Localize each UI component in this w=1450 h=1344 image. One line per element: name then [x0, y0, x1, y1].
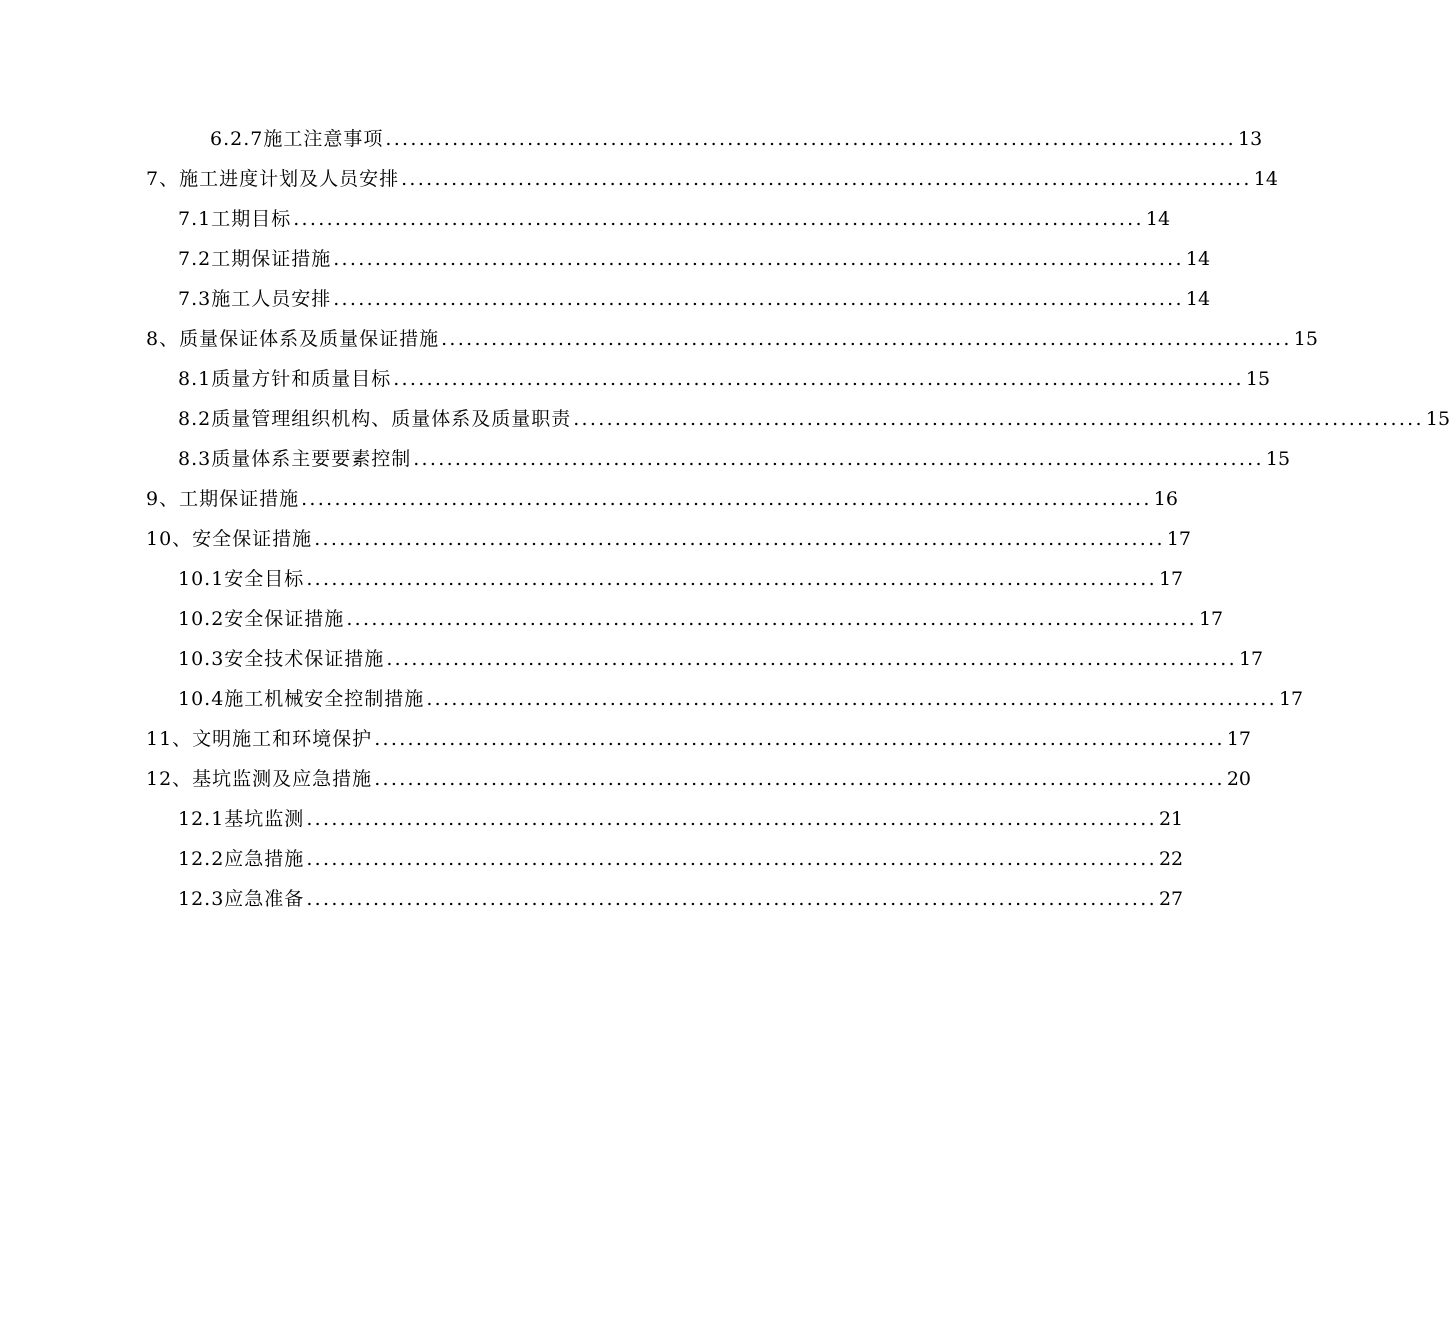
toc-entry[interactable] — [0, 639, 1264, 679]
toc-entry-page-number: 14 — [1145, 208, 1171, 230]
toc-entry-page-number: 17 — [1166, 528, 1192, 550]
toc-entry[interactable] — [0, 759, 1252, 799]
toc-entry[interactable] — [0, 239, 1211, 279]
toc-entry-page-number: 17 — [1278, 688, 1304, 710]
toc-dot-leader: ...................................................................................................... — [413, 448, 1264, 470]
toc-entry[interactable] — [0, 359, 1271, 399]
toc-entry-title: 8.3质量体系主要要素控制 — [178, 448, 412, 470]
toc-entry[interactable] — [0, 799, 1184, 839]
toc-entry-title: 11、文明施工和环境保护 — [146, 728, 373, 750]
toc-dot-leader: ...................................................................................................... — [306, 808, 1157, 830]
toc-entry-title: 10.1安全目标 — [178, 568, 305, 590]
toc-entry-page-number: 27 — [1158, 888, 1184, 910]
toc-entry-title: 12、基坑监测及应急措施 — [146, 768, 373, 790]
toc-entry[interactable] — [0, 719, 1252, 759]
toc-entry-page-number: 15 — [1425, 408, 1450, 430]
toc-entry-title: 9、工期保证措施 — [146, 488, 300, 510]
toc-entry[interactable] — [0, 679, 1304, 719]
toc-entry-page-number: 14 — [1185, 248, 1211, 270]
toc-entry[interactable] — [0, 559, 1184, 599]
toc-entry-title: 7.3施工人员安排 — [178, 288, 332, 310]
toc-entry-page-number: 21 — [1158, 808, 1184, 830]
toc-entry-page-number: 17 — [1198, 608, 1224, 630]
toc-entry-title: 12.1基坑监测 — [178, 808, 305, 830]
toc-dot-leader: ...................................................................................................... — [306, 848, 1157, 870]
toc-dot-leader: ...................................................................................................... — [293, 208, 1144, 230]
toc-entry-title: 7.1工期目标 — [178, 208, 292, 230]
toc-entry-page-number: 15 — [1265, 448, 1291, 470]
table-of-contents — [0, 119, 1450, 919]
toc-dot-leader: ...................................................................................................... — [374, 768, 1225, 790]
toc-dot-leader: ...................................................................................................... — [401, 168, 1252, 190]
toc-dot-leader: ...................................................................................................... — [306, 888, 1157, 910]
toc-entry-page-number: 17 — [1226, 728, 1252, 750]
toc-entry[interactable] — [0, 479, 1178, 519]
toc-entry-title: 12.3应急准备 — [178, 888, 305, 910]
toc-entry[interactable] — [0, 399, 1450, 439]
toc-entry-page-number: 17 — [1158, 568, 1184, 590]
toc-dot-leader: ...................................................................................................... — [441, 328, 1292, 350]
toc-entry[interactable] — [0, 199, 1171, 239]
toc-entry-page-number: 13 — [1238, 128, 1263, 150]
toc-entry-page-number: 14 — [1185, 288, 1211, 310]
toc-entry[interactable] — [0, 879, 1184, 919]
toc-entry-title: 12.2应急措施 — [178, 848, 305, 870]
toc-entry[interactable] — [0, 279, 1211, 319]
toc-entry-page-number: 15 — [1293, 328, 1318, 350]
toc-entry-title: 7、施工进度计划及人员安排 — [146, 168, 400, 190]
toc-entry[interactable] — [0, 519, 1192, 559]
toc-entry-title: 8、质量保证体系及质量保证措施 — [146, 328, 440, 350]
toc-dot-leader: ...................................................................................................... — [306, 568, 1157, 590]
toc-entry-page-number: 22 — [1158, 848, 1184, 870]
toc-dot-leader: ...................................................................................................... — [346, 608, 1197, 630]
toc-entry[interactable] — [0, 159, 1278, 199]
toc-entry[interactable] — [0, 319, 1318, 359]
toc-entry-title: 10.2安全保证措施 — [178, 608, 345, 630]
toc-dot-leader: ...................................................................................................... — [374, 728, 1225, 750]
toc-entry-title: 10.3安全技术保证措施 — [178, 648, 385, 670]
toc-entry-title: 7.2工期保证措施 — [178, 248, 332, 270]
toc-entry-title: 8.1质量方针和质量目标 — [178, 368, 392, 390]
toc-entry-page-number: 16 — [1153, 488, 1178, 510]
toc-entry-title: 8.2质量管理组织机构、质量体系及质量职责 — [178, 408, 572, 430]
toc-dot-leader: ...................................................................................................... — [333, 288, 1184, 310]
toc-entry-page-number: 20 — [1226, 768, 1252, 790]
toc-entry[interactable] — [0, 439, 1291, 479]
toc-dot-leader: ...................................................................................................... — [573, 408, 1424, 430]
toc-entry[interactable] — [0, 119, 1263, 159]
toc-dot-leader: ...................................................................................................... — [314, 528, 1165, 550]
toc-entry-title: 10、安全保证措施 — [146, 528, 313, 550]
toc-dot-leader: ...................................................................................................... — [301, 488, 1152, 510]
toc-entry-page-number: 15 — [1245, 368, 1271, 390]
toc-dot-leader: ...................................................................................................... — [393, 368, 1244, 390]
toc-dot-leader: ...................................................................................................... — [333, 248, 1184, 270]
toc-dot-leader: ...................................................................................................... — [385, 128, 1236, 150]
toc-entry-title: 6.2.7施工注意事项 — [210, 128, 384, 150]
toc-entry[interactable] — [0, 599, 1224, 639]
toc-entry[interactable] — [0, 839, 1184, 879]
toc-entry-page-number: 17 — [1238, 648, 1264, 670]
toc-dot-leader: ...................................................................................................... — [426, 688, 1277, 710]
toc-dot-leader: ...................................................................................................... — [386, 648, 1237, 670]
toc-entry-page-number: 14 — [1253, 168, 1278, 190]
toc-entry-title: 10.4施工机械安全控制措施 — [178, 688, 425, 710]
